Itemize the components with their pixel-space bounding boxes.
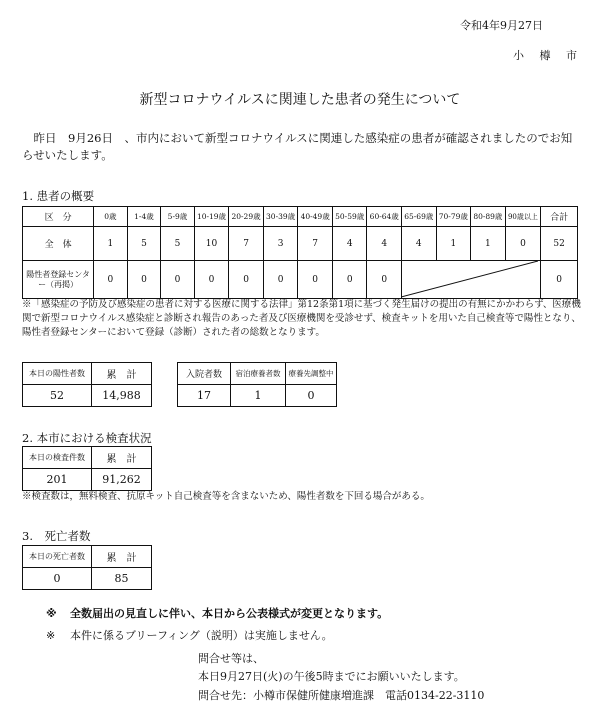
center-row-value: 0 — [332, 261, 367, 299]
deaths-cumulative-value: 85 — [92, 568, 152, 590]
age-header-cell: 50-59歳 — [332, 207, 367, 227]
center-row-value: 0 — [298, 261, 333, 299]
total-row-value: 4 — [332, 227, 367, 261]
positive-today-value: 52 — [23, 385, 92, 407]
center-row-total: 0 — [541, 261, 578, 299]
briefing-notice: 本件に係るブリーフィング（説明）は実施しません。 — [70, 629, 333, 642]
age-header-cell: 10-19歳 — [194, 207, 229, 227]
age-header-cell: 40-49歳 — [298, 207, 333, 227]
contact-info: 問合せ先：小樽市保健所健康増進課 電話0134-22-3110 — [198, 689, 485, 702]
center-row-value: 0 — [127, 261, 161, 299]
age-header-cell: 30-39歳 — [263, 207, 298, 227]
total-row-value: 7 — [298, 227, 333, 261]
care-pending-value: 0 — [286, 385, 337, 407]
hospitalized-header: 入院者数 — [178, 363, 231, 385]
total-row — [23, 227, 578, 261]
age-header-cell: 70-79歳 — [436, 207, 471, 227]
center-row-value: 0 — [367, 261, 402, 299]
total-row-value: 1 — [471, 227, 506, 261]
age-header-cell: 80-89歳 — [471, 207, 506, 227]
center-row-value: 0 — [229, 261, 264, 299]
positive-cumulative-header: 累 計 — [92, 363, 152, 385]
section2-note: ※検査数は，無料検査、抗原キット自己検査等を含まないため、陽性者数を下回る場合がある。 — [22, 491, 430, 502]
intro-paragraph: 昨日 9月26日 、市内において新型コロナウイルスに関連した感染症の患者が確認されましたのでお知らせいたします。 — [22, 131, 573, 162]
positive-cumulative-value: 14,988 — [92, 385, 152, 407]
section1-heading: 1. 患者の概要 — [22, 189, 95, 203]
footer-mark-1: ※ — [46, 607, 57, 620]
total-row-value: 1 — [94, 227, 128, 261]
age-header-cell: 1-4歳 — [127, 207, 161, 227]
footer-mark-2: ※ — [46, 629, 56, 642]
positive-today-header: 本日の陽性者数 — [23, 363, 92, 385]
age-header-cell: 合計 — [541, 207, 578, 227]
age-header-cell: 0歳 — [94, 207, 128, 227]
center-row-value: 0 — [263, 261, 298, 299]
deaths-today-value: 0 — [23, 568, 92, 590]
tests-cumulative-header: 累 計 — [92, 447, 152, 469]
deaths-cumulative-header: 累 計 — [92, 546, 152, 568]
section2-heading: 2. 本市における検査状況 — [22, 431, 152, 445]
center-row-value: 0 — [94, 261, 128, 299]
document-title: 新型コロナウイルスに関連した患者の発生について — [139, 92, 461, 108]
total-row-value: 10 — [194, 227, 229, 261]
hospitalized-value: 17 — [178, 385, 231, 407]
contact-deadline: 本日9月27日(火)の午後5時までにお願いいたします。 — [198, 670, 465, 683]
hotel-care-header: 宿泊療養者数 — [231, 363, 286, 385]
tests-today-header: 本日の検査件数 — [23, 447, 92, 469]
age-header-cell: 60-64歳 — [367, 207, 402, 227]
center-row-value: 0 — [161, 261, 195, 299]
section1-note: ※「感染症の予防及び感染症の患者に対する医療に関する法律」第12条第1項に基づく発生届けの提出の有無にかかわらず、医療機関で新型コロナウイルス感染症と診断され報告のあった者及び医療機関を受診せず、検査キットを用いた自己検査等で陽性となり、陽性者登録センターにおいて登録（診断）された者の総数となります。 — [22, 299, 581, 338]
positive-count-table — [22, 362, 152, 407]
age-header-row — [23, 207, 578, 227]
total-row-value: 4 — [402, 227, 437, 261]
contact-intro: 問合せ等は、 — [198, 652, 264, 665]
age-header-cell: 90歳以上 — [505, 207, 541, 227]
hospitalization-table — [177, 362, 337, 407]
center-row-label: 陽性者登録センター（再掲） — [23, 261, 94, 299]
tests-cumulative-value: 91,262 — [92, 469, 152, 491]
document-date: 令和4年9月27日 — [460, 19, 543, 32]
age-header-cell: 65-69歳 — [402, 207, 437, 227]
test-count-table — [22, 446, 152, 491]
format-change-notice: 全数届出の見直しに伴い、本日から公表様式が変更となります。 — [70, 607, 389, 620]
center-row-value: 0 — [194, 261, 229, 299]
total-row-value: 1 — [436, 227, 471, 261]
total-row-value: 0 — [505, 227, 541, 261]
total-row-value: 3 — [263, 227, 298, 261]
total-row-value: 52 — [541, 227, 578, 261]
deaths-today-header: 本日の死亡者数 — [23, 546, 92, 568]
total-row-value: 5 — [127, 227, 161, 261]
tests-today-value: 201 — [23, 469, 92, 491]
total-row-value: 7 — [229, 227, 264, 261]
total-row-value: 5 — [161, 227, 195, 261]
total-row-value: 4 — [367, 227, 402, 261]
total-row-label: 全 体 — [23, 227, 94, 261]
category-header: 区 分 — [23, 207, 94, 227]
issuer-city: 小 樽 市 — [513, 49, 583, 62]
death-count-table — [22, 545, 152, 590]
care-pending-header: 療養先調整中 — [286, 363, 337, 385]
section3-heading: 3. 死亡者数 — [22, 529, 91, 543]
age-header-cell: 20-29歳 — [229, 207, 264, 227]
age-header-cell: 5-9歳 — [161, 207, 195, 227]
hotel-care-value: 1 — [231, 385, 286, 407]
not-applicable-diagonal — [401, 260, 538, 298]
